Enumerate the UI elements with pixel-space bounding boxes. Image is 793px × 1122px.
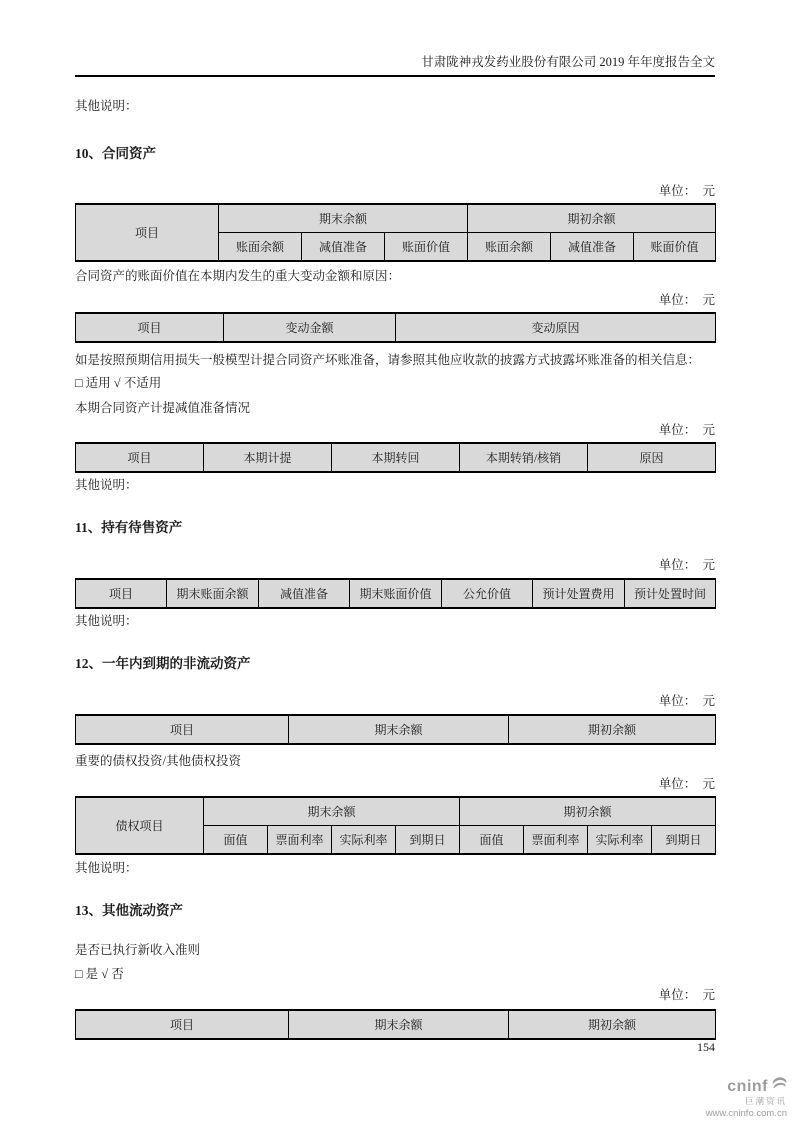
cninfo-logo — [706, 1076, 787, 1118]
other-current-assets-table — [75, 1009, 716, 1040]
debt-invest-table — [75, 796, 716, 855]
th-closing-book-balance: 期末账面余额 — [167, 579, 259, 608]
th-project: 项目 — [76, 204, 219, 261]
cninfo-brand-text: cninf — [727, 1078, 768, 1095]
th-opening-balance: 期初余额 — [509, 1010, 716, 1039]
th-book-balance: 账面余额 — [468, 233, 551, 262]
section-title-13: 13、其他流动资产 — [75, 903, 183, 918]
th-opening-balance: 期初余额 — [509, 715, 716, 744]
th-maturity-date: 到期日 — [652, 826, 716, 855]
th-book-value: 账面价值 — [385, 233, 468, 262]
unit-label-1: 单位： 元 — [658, 184, 715, 198]
th-project: 项目 — [76, 1010, 289, 1039]
th-book-value: 账面价值 — [634, 233, 716, 262]
unit-label-3: 单位： 元 — [658, 423, 715, 437]
cninfo-swirl-icon — [770, 1076, 787, 1095]
section-title-10: 10、合同资产 — [75, 146, 156, 161]
section-title-12: 12、一年内到期的非流动资产 — [75, 656, 251, 671]
th-book-balance: 账面余额 — [219, 233, 302, 262]
th-reversal-current: 本期转回 — [332, 443, 460, 472]
th-debt-project: 债权项目 — [76, 797, 204, 854]
report-header — [75, 0, 715, 77]
th-reason: 原因 — [588, 443, 716, 472]
other-note-4: 其他说明： — [75, 861, 138, 875]
cninfo-chinese-name: 巨潮资讯 — [744, 1096, 787, 1106]
other-note-3: 其他说明： — [75, 614, 138, 628]
unit-label-7: 单位： 元 — [658, 988, 715, 1002]
cninfo-url: www.cninfo.com.cn — [705, 1107, 787, 1119]
unit-label-2: 单位： 元 — [658, 293, 715, 307]
th-closing-book-value: 期末账面价值 — [350, 579, 442, 608]
th-impairment-provision: 减值准备 — [551, 233, 634, 262]
th-face-value: 面值 — [204, 826, 268, 855]
th-writeoff-current: 本期转销/核销 — [460, 443, 588, 472]
th-provision-current: 本期计提 — [204, 443, 332, 472]
th-maturity-date: 到期日 — [396, 826, 460, 855]
th-closing-balance: 期末余额 — [289, 715, 509, 744]
th-project: 项目 — [76, 579, 167, 608]
th-impairment-provision: 减值准备 — [302, 233, 385, 262]
th-coupon-rate: 票面利率 — [268, 826, 332, 855]
th-project: 项目 — [76, 313, 224, 342]
contract-change-note: 合同资产的账面价值在本期内发生的重大变动金额和原因： — [75, 269, 401, 283]
th-expected-disposal-cost: 预计处置费用 — [533, 579, 625, 608]
other-note-2: 其他说明： — [75, 478, 138, 492]
th-closing-balance: 期末余额 — [289, 1010, 509, 1039]
unit-label-6: 单位： 元 — [658, 777, 715, 791]
debt-invest-note: 重要的债权投资/其他债权投资 — [75, 754, 241, 768]
other-note-1: 其他说明： — [75, 99, 138, 113]
th-fair-value: 公允价值 — [442, 579, 533, 608]
section-title-11: 11、持有待售资产 — [75, 520, 183, 535]
unit-label-4: 单位： 元 — [658, 558, 715, 572]
th-opening-balance-group: 期初余额 — [468, 204, 716, 233]
yes-no-checkbox-line: □ 是 √ 否 — [75, 967, 124, 981]
th-change-reason: 变动原因 — [396, 313, 716, 342]
noncurrent-due-table — [75, 714, 716, 745]
contract-changes-table — [75, 312, 716, 343]
impairment-note: 本期合同资产计提减值准备情况 — [75, 401, 251, 415]
revenue-standard-question: 是否已执行新收入准则 — [75, 943, 201, 957]
ecl-note: 如是按照预期信用损失一般模型计提合同资产坏账准备，请参照其他应收款的披露方式披露坏账准备的相关信息： — [75, 353, 701, 367]
th-effective-rate: 实际利率 — [332, 826, 396, 855]
th-project: 项目 — [76, 715, 289, 744]
th-opening-balance-group: 期初余额 — [460, 797, 716, 826]
th-face-value: 面值 — [460, 826, 524, 855]
th-impairment-provision: 减值准备 — [259, 579, 350, 608]
applicable-checkbox-line: □ 适用 √ 不适用 — [75, 376, 162, 390]
th-closing-balance-group: 期末余额 — [219, 204, 468, 233]
th-expected-disposal-time: 预计处置时间 — [625, 579, 716, 608]
impairment-table — [75, 442, 716, 473]
th-closing-balance-group: 期末余额 — [204, 797, 460, 826]
th-project: 项目 — [76, 443, 204, 472]
contract-assets-table — [75, 203, 716, 262]
report-title: 甘肃陇神戎发药业股份有限公司 2019 年年度报告全文 — [421, 55, 715, 69]
held-for-sale-table — [75, 578, 716, 609]
page-number: 154 — [697, 1040, 715, 1054]
unit-label-5: 单位： 元 — [658, 694, 715, 708]
th-coupon-rate: 票面利率 — [524, 826, 588, 855]
th-change-amount: 变动金额 — [224, 313, 396, 342]
th-effective-rate: 实际利率 — [588, 826, 652, 855]
